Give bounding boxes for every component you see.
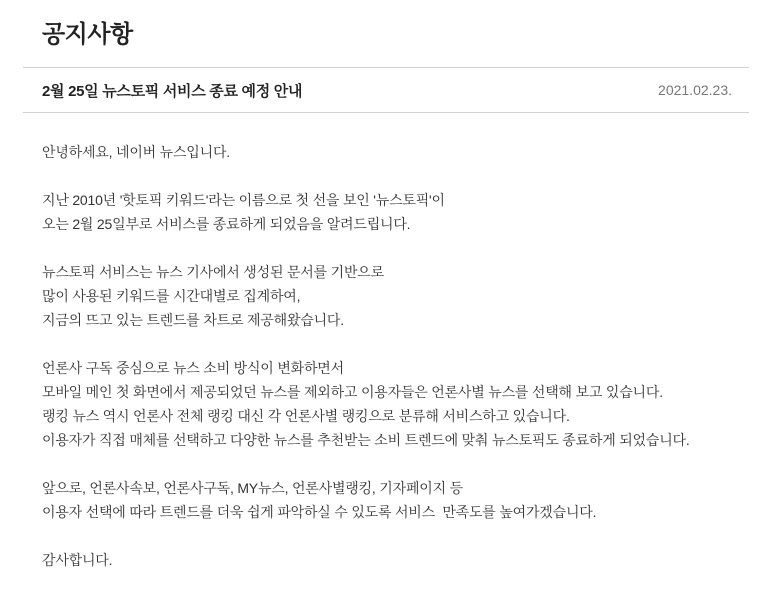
post-body xyxy=(23,113,749,572)
body-line: 많이 사용된 키워드를 시간대별로 집계하여, xyxy=(42,288,301,304)
body-line: 오는 2월 25일부로 서비스를 종료하게 되었음을 알려드립니다. xyxy=(42,216,411,232)
body-paragraph xyxy=(42,260,730,332)
body-line: 앞으로, 언론사속보, 언론사구독, MY뉴스, 언론사별랭킹, 기자페이지 등 xyxy=(42,480,463,496)
body-paragraph xyxy=(42,188,730,236)
post-title[interactable]: 2월 25일 뉴스토픽 서비스 종료 예정 안내 xyxy=(42,82,303,100)
body-paragraph xyxy=(42,356,730,452)
body-line: 뉴스토픽 서비스는 뉴스 기사에서 생성된 문서를 기반으로 xyxy=(42,264,384,280)
body-paragraph xyxy=(42,548,730,572)
content-wrapper xyxy=(23,19,749,572)
page-title: 공지사항 xyxy=(42,21,133,48)
body-line: 지금의 뜨고 있는 트렌드를 차트로 제공해왔습니다. xyxy=(42,312,344,328)
body-line: 안녕하세요, 네이버 뉴스입니다. xyxy=(42,144,230,160)
post-date: 2021.02.23. xyxy=(658,82,732,98)
body-line: 언론사 구독 중심으로 뉴스 소비 방식이 변화하면서 xyxy=(42,360,344,376)
body-paragraph xyxy=(42,476,730,524)
body-line: 이용자가 직접 매체를 선택하고 다양한 뉴스를 추천받는 소비 트렌드에 맞춰 뉴스토픽도 종료하게 되었습니다. xyxy=(42,432,690,448)
body-line: 이용자 선택에 따라 트렌드를 더욱 쉽게 파악하실 수 있도록 서비스 만족도를 높여가겠습니다. xyxy=(42,504,597,520)
body-paragraph xyxy=(42,140,730,164)
body-line: 지난 2010년 '핫토픽 키워드'라는 이름으로 첫 선을 보인 '뉴스토픽'이 xyxy=(42,192,445,208)
body-line: 모바일 메인 첫 화면에서 제공되었던 뉴스를 제외하고 이용자들은 언론사별 뉴스를 선택해 보고 있습니다. xyxy=(42,384,663,400)
body-line: 감사합니다. xyxy=(42,552,113,568)
body-line: 랭킹 뉴스 역시 언론사 전체 랭킹 대신 각 언론사별 랭킹으로 분류해 서비스하고 있습니다. xyxy=(42,408,570,424)
post-header-row xyxy=(23,67,749,113)
